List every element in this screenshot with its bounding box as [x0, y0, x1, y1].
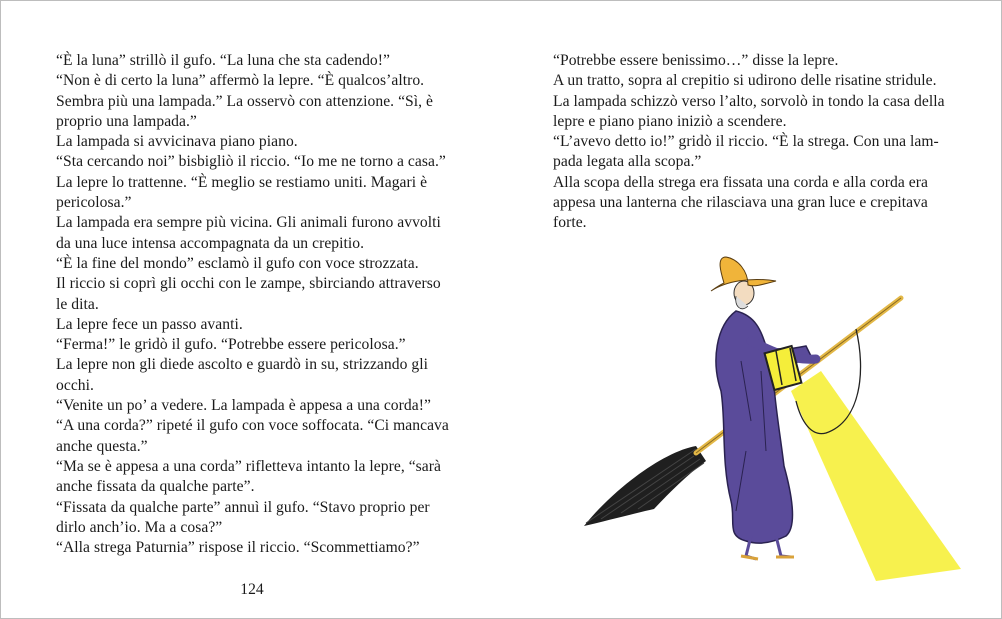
page-number: 124 — [240, 581, 264, 598]
text-line: “A una corda?” ripeté il gufo con voce soffocata. “Ci mancava — [56, 417, 449, 435]
text-line: “È la fine del mondo” esclamò il gufo con voce strozzata. — [56, 254, 419, 272]
text-line: La lepre non gli diede ascolto e guardò in su, strizzando gli — [56, 356, 428, 374]
text-line: appesa una lanterna che rilasciava una gran luce e crepitava — [553, 194, 928, 212]
text-line: “Fissata da qualche parte” annuì il gufo. “Stavo proprio per — [56, 498, 430, 516]
text-line: Il riccio si coprì gli occhi con le zampe, sbirciando attraverso — [56, 275, 441, 293]
text-line: anche fissata da qualche parte”. — [56, 478, 255, 496]
text-line: le dita. — [56, 295, 99, 313]
text-line: “Venite un po’ a vedere. La lampada è appesa a una corda!” — [56, 397, 431, 415]
text-line: Alla scopa della strega era fissata una corda e alla corda era — [553, 173, 928, 191]
text-line: anche questa.” — [56, 437, 148, 455]
text-line: La lepre fece un passo avanti. — [56, 315, 243, 333]
broom-bristles — [584, 446, 706, 526]
text-line: “Ma se è appesa a una corda” rifletteva intanto la lepre, “sarà — [56, 457, 441, 475]
text-line: lepre e piano piano iniziò a scendere. — [553, 112, 787, 130]
text-line: “Non è di certo la luna” affermò la lepre. “È qualcos’altro. — [56, 72, 425, 90]
text-line: dirlo anch’io. Ma a cosa?” — [56, 518, 223, 536]
text-line: pada legata alla scopa.” — [553, 153, 702, 171]
text-line: “Ferma!” le gridò il gufo. “Potrebbe essere pericolosa.” — [56, 336, 406, 354]
text-line: occhi. — [56, 376, 94, 394]
text-line: “È la luna” strillò il gufo. “La luna che sta cadendo!” — [56, 52, 390, 69]
lantern-light-beam — [791, 371, 961, 581]
text-line: La lepre lo trattenne. “È meglio se restiamo uniti. Magari è — [56, 173, 428, 191]
text-line: “Potrebbe essere benissimo…” disse la lepre. — [553, 52, 839, 69]
text-line: proprio una lampada.” — [56, 112, 197, 130]
text-line: La lampada si avvicinava piano piano. — [56, 133, 298, 151]
text-line: pericolosa.” — [56, 194, 132, 212]
text-line: “L’avevo detto io!” gridò il riccio. “È la strega. Con una lam- — [553, 133, 939, 151]
witch-illustration — [576, 251, 976, 581]
text-line: A un tratto, sopra al crepitio si udirono delle risatine stridule. — [553, 72, 937, 90]
left-page-text — [56, 51, 456, 558]
text-line: “Sta cercando noi” bisbigliò il riccio. “Io me ne torno a casa.” — [56, 153, 446, 171]
text-line: La lampada era sempre più vicina. Gli animali furono avvolti — [56, 214, 441, 232]
text-line: forte. — [553, 214, 587, 232]
text-line: Sembra più una lampada.” La osservò con attenzione. “Sì, è — [56, 92, 434, 110]
text-line: La lampada schizzò verso l’alto, sorvolò in tondo la casa della — [553, 92, 945, 110]
text-line: “Alla strega Paturnia” rispose il riccio. “Scommettiamo?” — [56, 539, 420, 557]
right-page-text — [553, 51, 953, 234]
text-line: da una luce intensa accompagnata da un crepitio. — [56, 234, 365, 252]
